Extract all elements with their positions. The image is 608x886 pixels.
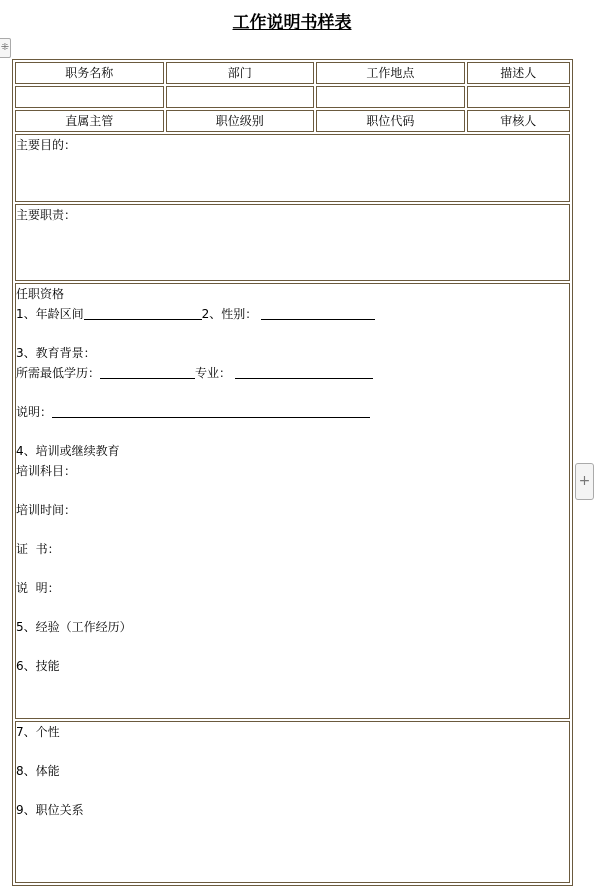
note-blank[interactable] bbox=[52, 403, 370, 418]
education-label: 3、教育背景： bbox=[16, 346, 96, 360]
experience-label: 5、经验（工作经历） bbox=[16, 620, 132, 634]
table-move-handle-icon[interactable]: ⁜ bbox=[0, 38, 11, 58]
cell-direct-supervisor: 直属主管 bbox=[15, 110, 164, 132]
bottom-row bbox=[15, 721, 570, 883]
main-duties-row bbox=[15, 204, 570, 281]
explain-label: 说 明： bbox=[16, 581, 60, 595]
physical-label: 8、体能 bbox=[16, 764, 60, 778]
input-work-location[interactable] bbox=[316, 86, 465, 108]
cell-position-code: 职位代码 bbox=[316, 110, 465, 132]
relations-label: 9、职位关系 bbox=[16, 803, 84, 817]
gender-label: 2、性别： bbox=[201, 307, 258, 321]
main-duties-cell[interactable] bbox=[15, 204, 570, 281]
cell-describer: 描述人 bbox=[467, 62, 570, 84]
main-duties-label: 主要职责： bbox=[16, 208, 77, 222]
cell-job-title: 职务名称 bbox=[15, 62, 164, 84]
page-title-text: 工作说明书样表 bbox=[232, 13, 352, 33]
blank-input-row bbox=[15, 86, 570, 108]
min-education-label: 所需最低学历： bbox=[16, 366, 101, 380]
age-blank[interactable] bbox=[84, 305, 202, 320]
input-job-title[interactable] bbox=[15, 86, 164, 108]
training-subject-label: 培训科目： bbox=[16, 464, 77, 478]
cell-reviewer: 审核人 bbox=[467, 110, 570, 132]
skills-label: 6、技能 bbox=[16, 659, 60, 673]
major-label: 专业： bbox=[195, 366, 232, 380]
bottom-cell[interactable] bbox=[15, 721, 570, 883]
cell-work-location: 工作地点 bbox=[316, 62, 465, 84]
education-line bbox=[16, 363, 569, 383]
major-blank[interactable] bbox=[235, 364, 373, 379]
qualifications-row bbox=[15, 283, 570, 719]
main-purpose-cell[interactable] bbox=[15, 134, 570, 202]
gender-blank[interactable] bbox=[261, 305, 375, 320]
age-gender-line bbox=[16, 304, 569, 324]
note-line bbox=[16, 402, 569, 422]
input-describer[interactable] bbox=[467, 86, 570, 108]
input-department[interactable] bbox=[166, 86, 315, 108]
cell-position-level: 职位级别 bbox=[166, 110, 315, 132]
main-purpose-label: 主要目的： bbox=[16, 138, 77, 152]
certificate-label: 证 书： bbox=[16, 542, 60, 556]
training-heading: 4、培训或继续教育 bbox=[16, 444, 120, 458]
header-row-1 bbox=[15, 62, 570, 84]
min-education-blank[interactable] bbox=[100, 364, 195, 379]
qualifications-cell[interactable] bbox=[15, 283, 570, 719]
training-time-label: 培训时间： bbox=[16, 503, 77, 517]
qualifications-heading: 任职资格 bbox=[16, 287, 65, 301]
cell-department: 部门 bbox=[166, 62, 315, 84]
personality-label: 7、个性 bbox=[16, 725, 60, 739]
job-description-table bbox=[12, 59, 573, 886]
main-purpose-row bbox=[15, 134, 570, 202]
header-row-3 bbox=[15, 110, 570, 132]
page-title bbox=[0, 8, 584, 33]
add-column-plus-icon[interactable]: + bbox=[575, 463, 594, 500]
note-label: 说明： bbox=[16, 405, 53, 419]
age-label: 1、年龄区间 bbox=[16, 307, 84, 321]
